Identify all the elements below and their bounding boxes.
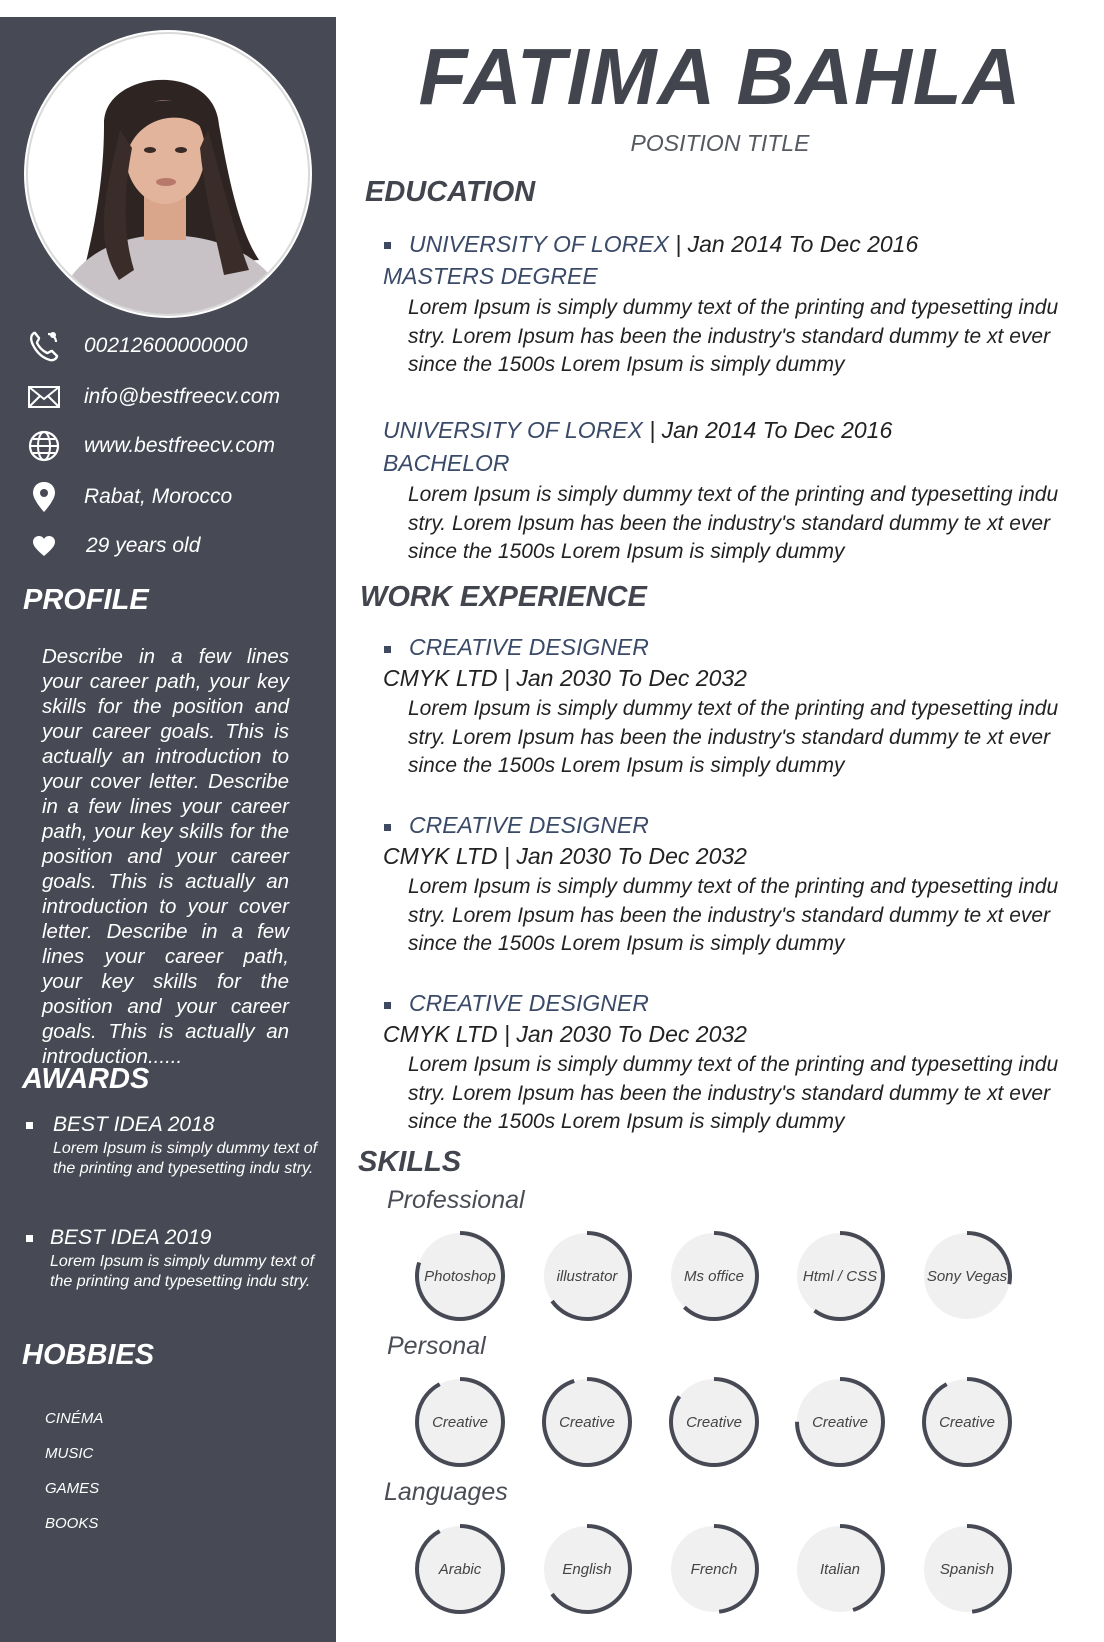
- skill-group-label: Languages: [384, 1478, 508, 1506]
- job-desc: Lorem Ipsum is simply dummy text of the printing and typesetting indu stry. Lorem Ipsum has been the industry's standard dummy te xt ever since the 1500s Lorem Ipsum is simply dummy: [408, 697, 1059, 777]
- contact-email: [26, 379, 326, 415]
- heart-icon: [26, 528, 62, 564]
- profile-text: Describe in a few lines your career path, your key skills for the position and your career goals. This is actually an introduction to your cover letter. Describe in a few lines your career path, your key skills for the position and your career goals. This is actually an introduction to your cover letter. Describe in a few lines your career path, your key skills for the position and your career goals. This is actually an introduction......: [42, 645, 289, 1068]
- hobbies-heading: HOBBIES: [22, 1339, 155, 1371]
- skill-label: Italian: [819, 1560, 861, 1578]
- skill-ring: [539, 1228, 635, 1324]
- education-heading: EDUCATION: [365, 176, 536, 208]
- school-name: UNIVERSITY OF LOREX: [409, 231, 669, 257]
- skill-ring: [792, 1521, 888, 1617]
- contact-website: [26, 428, 326, 464]
- skill-label: Ms office: [683, 1267, 744, 1285]
- profile-photo: [24, 30, 312, 318]
- envelope-icon: [26, 379, 62, 415]
- skill-label: Html / CSS: [802, 1267, 878, 1285]
- skill-label: English: [562, 1560, 612, 1578]
- skill-label: Creative: [559, 1413, 615, 1431]
- education-dates: | Jan 2014 To Dec 2016: [668, 231, 919, 257]
- degree-name: BACHELOR: [383, 450, 510, 476]
- skill-label: Creative: [686, 1413, 742, 1431]
- skill-ring: [666, 1374, 762, 1470]
- award-item: [26, 1226, 326, 1292]
- skills-heading: SKILLS: [358, 1146, 462, 1178]
- bullet-square: [384, 242, 391, 249]
- degree-name: MASTERS DEGREE: [383, 263, 598, 289]
- skill-ring: [539, 1374, 635, 1470]
- job-company: CMYK LTD | Jan 2030 To Dec 2032: [383, 843, 747, 869]
- bullet-square: [26, 1122, 33, 1129]
- job-role: CREATIVE DESIGNER: [409, 634, 649, 660]
- job-company: CMYK LTD | Jan 2030 To Dec 2032: [383, 665, 747, 691]
- skill-label: Spanish: [939, 1560, 995, 1578]
- contact-phone: [26, 328, 326, 364]
- bullet-square: [384, 1002, 391, 1009]
- hobby-item: GAMES: [45, 1480, 100, 1497]
- contact-location: [26, 479, 326, 515]
- position-title: POSITION TITLE: [630, 130, 810, 156]
- phone-number: 00212600000000: [84, 334, 248, 357]
- website-url: www.bestfreecv.com: [84, 434, 275, 457]
- skill-group-label: Professional: [387, 1186, 525, 1214]
- skill-ring: [919, 1374, 1015, 1470]
- skill-label: Arabic: [438, 1560, 482, 1578]
- hobby-item: CINÉMA: [45, 1410, 104, 1427]
- skill-label: Creative: [939, 1413, 995, 1431]
- award-desc: Lorem Ipsum is simply dummy text of the printing and typesetting indu stry.: [50, 1253, 315, 1290]
- school-name: UNIVERSITY OF LOREX: [383, 417, 643, 443]
- hobby-item: MUSIC: [45, 1445, 94, 1462]
- skill-label: Photoshop: [424, 1267, 496, 1285]
- experience-heading: WORK EXPERIENCE: [360, 581, 647, 613]
- job-desc: Lorem Ipsum is simply dummy text of the printing and typesetting indu stry. Lorem Ipsum has been the industry's standard dummy te xt ever since the 1500s Lorem Ipsum is simply dummy: [408, 1053, 1059, 1133]
- bullet-square: [384, 824, 391, 831]
- job-company: CMYK LTD | Jan 2030 To Dec 2032: [383, 1021, 747, 1047]
- education-dates: | Jan 2014 To Dec 2016: [642, 417, 893, 443]
- skill-group-label: Personal: [387, 1332, 486, 1360]
- globe-icon: [26, 428, 62, 464]
- job-role: CREATIVE DESIGNER: [409, 812, 649, 838]
- skill-ring: [412, 1374, 508, 1470]
- education-desc: Lorem Ipsum is simply dummy text of the printing and typesetting indu stry. Lorem Ipsum has been the industry's standard dummy te xt ever since the 1500s Lorem Ipsum is simply dummy: [408, 296, 1059, 376]
- location-text: Rabat, Morocco: [84, 485, 233, 508]
- skill-ring: [919, 1228, 1015, 1324]
- skill-label: Sony Vegas: [926, 1267, 1008, 1285]
- education-desc: Lorem Ipsum is simply dummy text of the printing and typesetting indu stry. Lorem Ipsum has been the industry's standard dummy te xt ever since the 1500s Lorem Ipsum is simply dummy: [408, 483, 1059, 563]
- skill-ring: [792, 1374, 888, 1470]
- skill-ring: [666, 1521, 762, 1617]
- skill-ring: [412, 1521, 508, 1617]
- skill-label: Creative: [432, 1413, 488, 1431]
- award-desc: Lorem Ipsum is simply dummy text of the printing and typesetting indu stry.: [53, 1140, 318, 1177]
- contact-age: [26, 528, 326, 564]
- bullet-square: [26, 1235, 33, 1242]
- award-item: [26, 1113, 326, 1179]
- skill-label: illustrator: [556, 1267, 618, 1285]
- profile-heading: PROFILE: [23, 584, 149, 616]
- job-role: CREATIVE DESIGNER: [409, 990, 649, 1016]
- award-title: BEST IDEA 2019: [50, 1226, 212, 1249]
- education-line: [409, 231, 918, 258]
- bullet-square: [384, 646, 391, 653]
- map-pin-icon: [26, 479, 62, 515]
- full-name: FATIMA BAHLA: [418, 32, 1022, 121]
- hobby-item: BOOKS: [45, 1515, 99, 1532]
- skill-ring: [666, 1228, 762, 1324]
- age-text: 29 years old: [86, 534, 201, 557]
- phone-icon: [26, 328, 62, 364]
- email-address: info@bestfreecv.com: [84, 385, 281, 408]
- skill-ring: [539, 1521, 635, 1617]
- award-title: BEST IDEA 2018: [53, 1113, 215, 1136]
- education-line: [383, 417, 892, 444]
- awards-heading: AWARDS: [22, 1063, 150, 1095]
- sidebar: [0, 17, 336, 1642]
- skill-label: Creative: [812, 1413, 868, 1431]
- skill-ring: [919, 1521, 1015, 1617]
- skill-ring: [792, 1228, 888, 1324]
- skill-ring: [412, 1228, 508, 1324]
- skill-label: French: [690, 1560, 738, 1578]
- job-desc: Lorem Ipsum is simply dummy text of the printing and typesetting indu stry. Lorem Ipsum has been the industry's standard dummy te xt ever since the 1500s Lorem Ipsum is simply dummy: [408, 875, 1059, 955]
